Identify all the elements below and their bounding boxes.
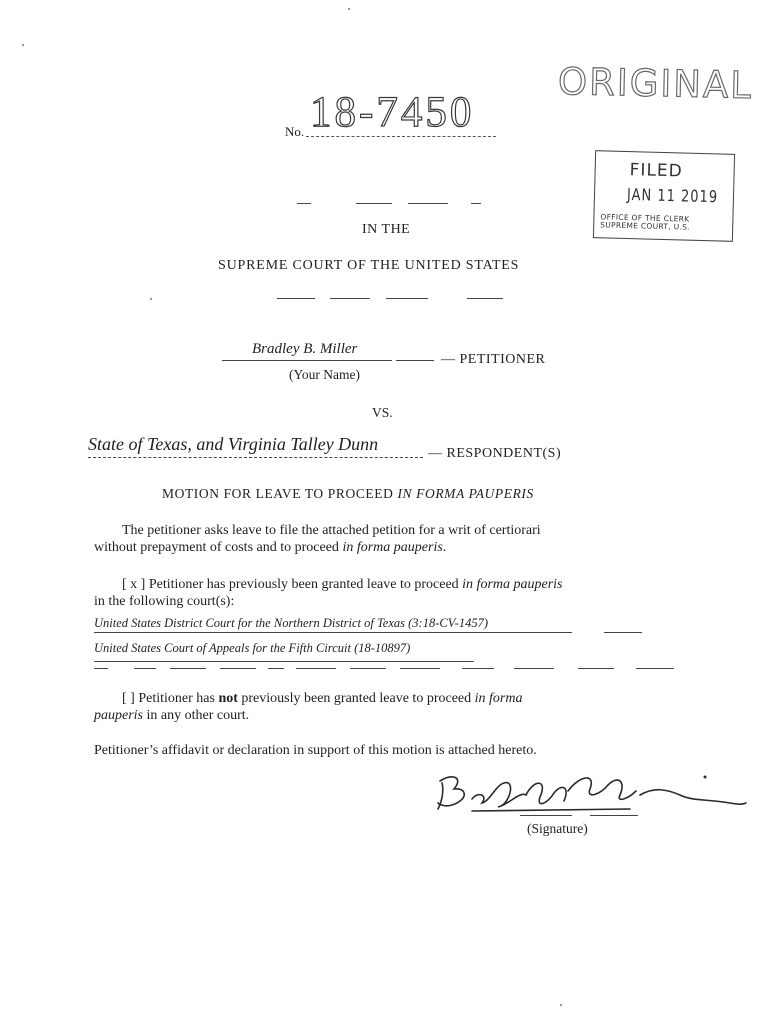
request-line1: The petitioner asks leave to file the attached petition for a writ of certiorari — [122, 523, 541, 538]
separator-dash — [297, 203, 311, 204]
scan-speck — [22, 44, 24, 46]
not-granted-italic: in forma — [474, 691, 523, 706]
request-line2 — [94, 539, 541, 556]
option-previously-granted — [94, 576, 563, 610]
blank-line — [220, 668, 256, 669]
case-number-label: No. — [285, 124, 305, 139]
not-granted-line2-text: in any other court. — [143, 708, 250, 723]
separator-dash — [467, 298, 503, 299]
blank-line — [296, 668, 336, 669]
in-the-label: IN THE — [362, 222, 411, 237]
separator-dash — [330, 298, 370, 299]
filed-word: FILED — [629, 160, 684, 182]
petitioner-underline — [222, 360, 392, 361]
separator-dash — [408, 203, 448, 204]
filed-date: JAN 11 2019 — [626, 186, 719, 208]
court-entry: United States Court of Appeals for the Fifth Circuit (18-10897) — [94, 641, 411, 655]
respondent-underline — [88, 457, 423, 458]
versus-label: VS. — [372, 405, 393, 420]
petitioner-name: Bradley B. Miller — [252, 341, 358, 357]
not-granted-checkbox: [ ] — [122, 691, 135, 706]
granted-checkbox: [ x ] — [122, 577, 146, 592]
signature-scrawl — [430, 765, 750, 825]
request-line2-end: . — [442, 540, 447, 555]
request-paragraph — [94, 522, 541, 556]
motion-title-italic: IN FORMA PAUPERIS — [397, 486, 534, 501]
blank-line — [400, 668, 440, 669]
filed-stamp — [593, 150, 735, 242]
blank-line — [462, 668, 494, 669]
signature-label: (Signature) — [527, 821, 588, 836]
not-granted-text-b: previously been granted leave to proceed — [237, 691, 475, 706]
not-granted-line1 — [94, 690, 522, 707]
court-name: SUPREME COURT OF THE UNITED STATES — [218, 258, 520, 273]
scan-speck — [560, 1004, 562, 1006]
not-granted-bold: not — [218, 691, 238, 706]
signature-line — [520, 815, 572, 816]
court-entry-underline — [94, 632, 572, 633]
blank-line — [134, 668, 156, 669]
affidavit-statement: Petitioner’s affidavit or declaration in support of this motion is attached hereto. — [94, 743, 537, 758]
signature-line — [590, 815, 638, 816]
separator-dash — [356, 203, 392, 204]
petitioner-underline — [396, 360, 434, 361]
case-number-underline — [306, 136, 496, 137]
blank-line — [578, 668, 614, 669]
not-granted-line2-italic: pauperis — [94, 708, 143, 723]
filed-office — [600, 213, 690, 231]
your-name-hint: (Your Name) — [289, 367, 360, 382]
granted-line2: in the following court(s): — [94, 594, 235, 609]
not-granted-line2 — [94, 707, 522, 724]
separator-dash — [277, 298, 315, 299]
not-granted-text-a: Petitioner has — [134, 691, 219, 706]
granted-line1 — [94, 576, 563, 593]
original-stamp: ORIGINAL — [557, 59, 754, 108]
blank-line — [170, 668, 206, 669]
filed-office-line1: OFFICE OF THE CLERK — [600, 212, 690, 224]
court-entry-underline — [94, 661, 474, 662]
court-entry-underline — [604, 632, 642, 633]
request-line2-text: without prepayment of costs and to proceed — [94, 540, 343, 555]
granted-text: Petitioner has previously been granted leave to proceed — [145, 577, 463, 592]
request-line2-italic: in forma pauperis — [342, 540, 443, 555]
separator-dash — [471, 203, 481, 204]
blank-line — [94, 668, 108, 669]
option-not-granted — [94, 690, 522, 724]
blank-line — [350, 668, 386, 669]
granted-text-italic: in forma pauperis — [462, 577, 563, 592]
petitioner-role: — PETITIONER — [441, 352, 546, 367]
filed-office-line2: SUPREME COURT, U.S. — [600, 220, 690, 232]
scan-speck — [348, 8, 350, 10]
blank-line — [514, 668, 554, 669]
motion-title-text: MOTION FOR LEAVE TO PROCEED — [162, 486, 398, 501]
scan-speck — [150, 298, 152, 300]
separator-dash — [386, 298, 428, 299]
blank-line — [636, 668, 674, 669]
blank-line — [268, 668, 284, 669]
motion-title — [162, 486, 534, 502]
respondent-role: — RESPONDENT(S) — [428, 446, 562, 461]
respondent-name: State of Texas, and Virginia Talley Dunn — [88, 434, 379, 454]
court-entry: United States District Court for the Northern District of Texas (3:18-CV-1457) — [94, 616, 488, 630]
case-number: 18-7450 — [310, 89, 475, 136]
